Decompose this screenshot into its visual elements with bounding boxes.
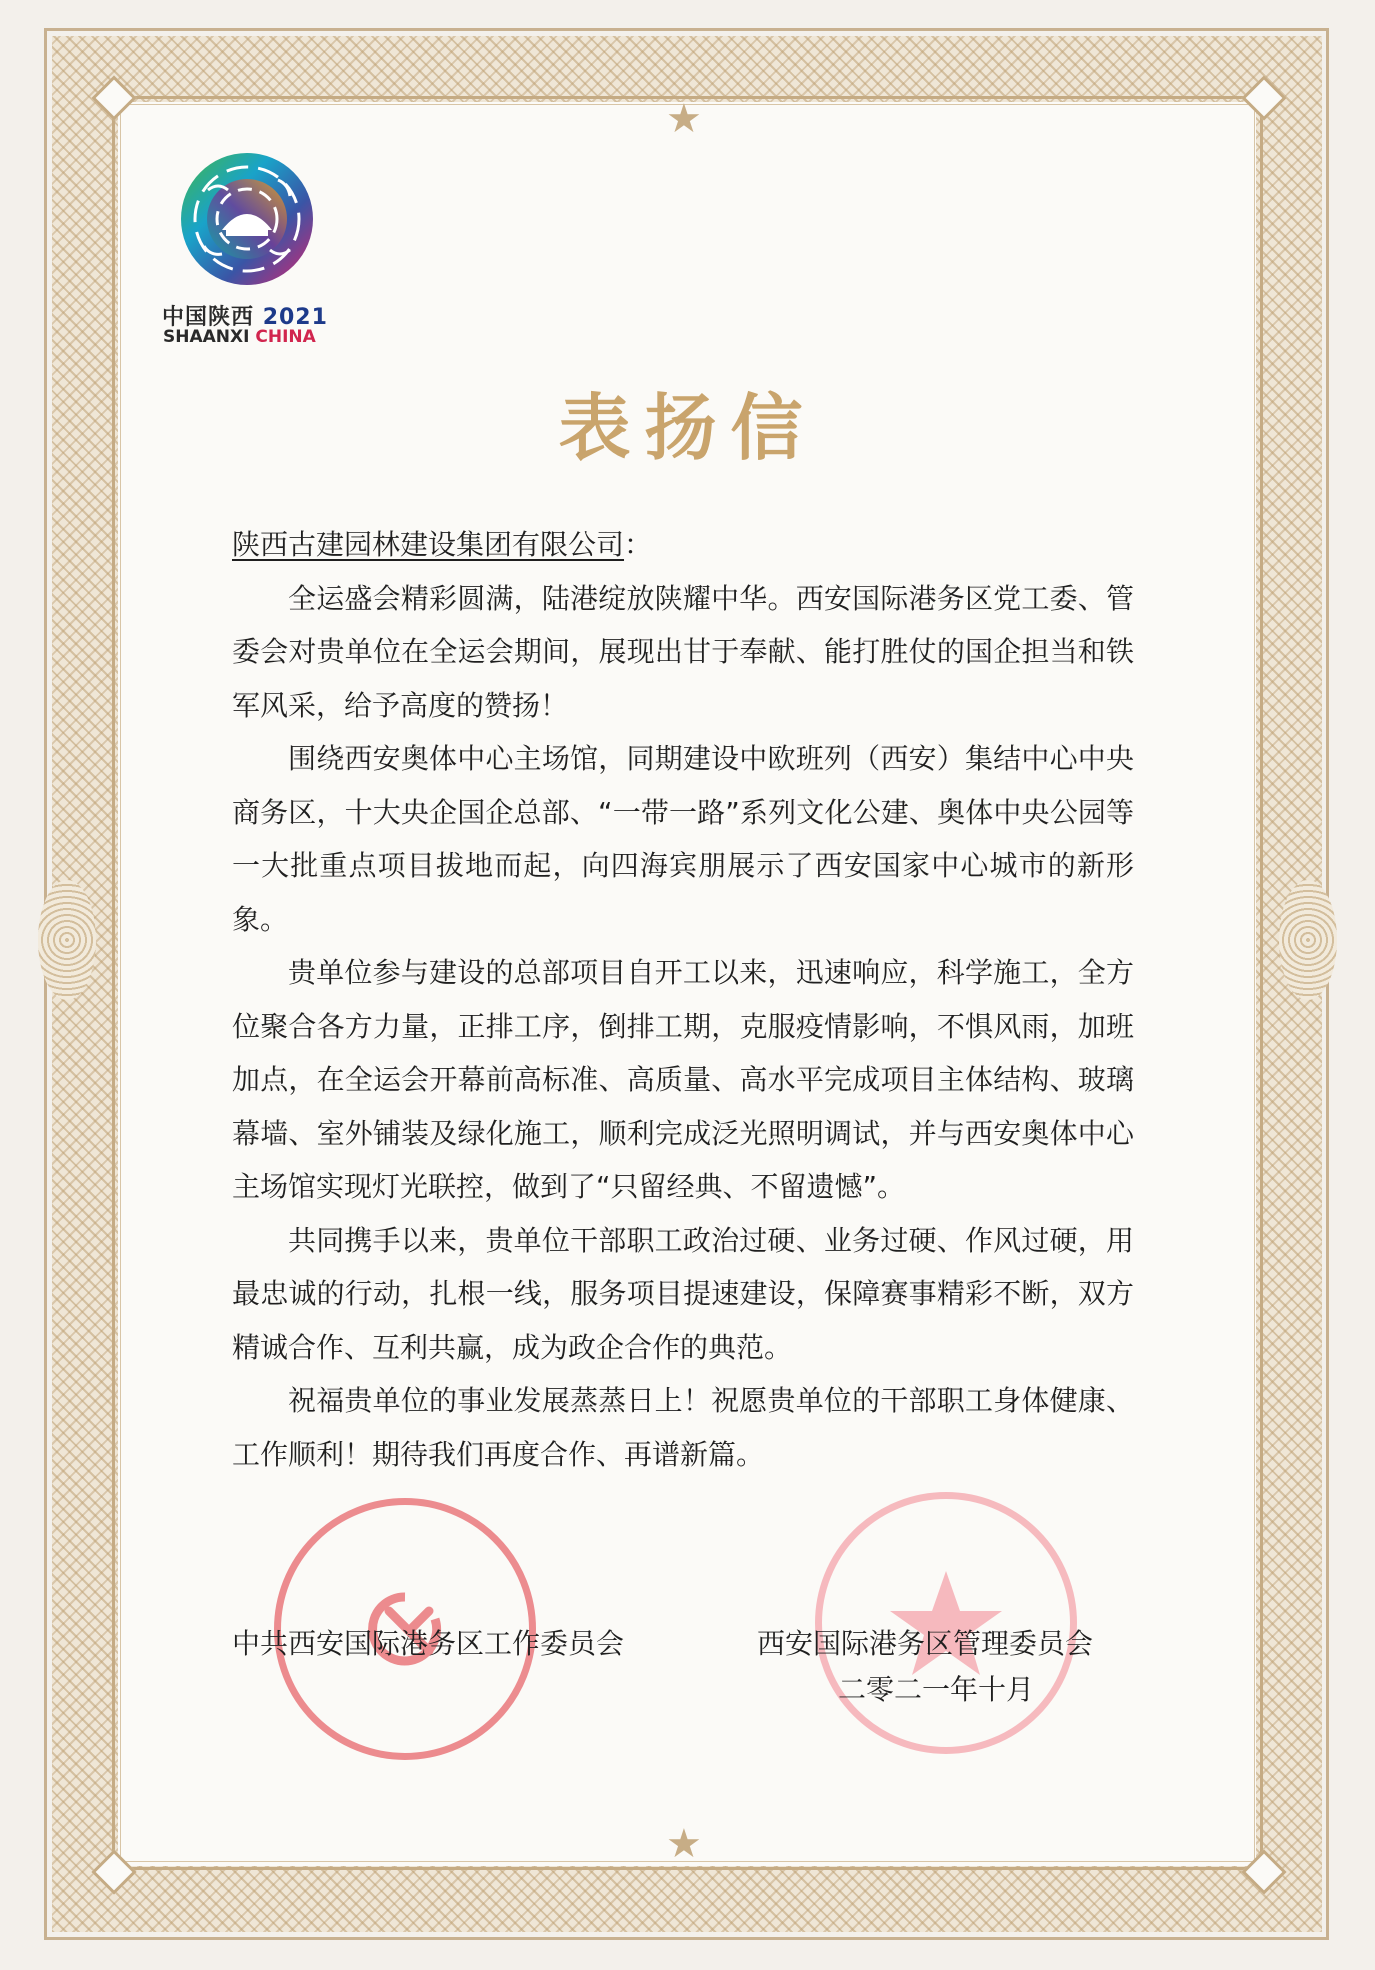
right-rosette-ornament <box>1279 880 1337 1000</box>
logo-cn-text: 中国陕西 2021 <box>162 305 328 330</box>
salutation: 陕西古建园林建设集团有限公司： <box>232 528 653 561</box>
logo-en-text: SHAANXI CHINA <box>163 327 316 347</box>
star-icon: ★ <box>666 1821 702 1867</box>
signatory-management-committee: 西安国际港务区管理委员会 <box>757 1627 1094 1660</box>
issue-date: 二零二一年十月 <box>838 1673 1035 1706</box>
paragraph: 全运盛会精彩圆满，陆港绽放陕耀中华。西安国际港务区党工委、管委会对贵单位在全运会期间，展现出甘于奉献、能打胜仗的国企担当和铁军风采，给予高度的赞扬！ <box>232 581 1134 722</box>
paragraph: 贵单位参与建设的总部项目自开工以来，迅速响应，科学施工，全方位聚合各方力量，正排工序，倒排工期，克服疫情影响，不惧风雨，加班加点，在全运会开幕前高标准、高质量、高水平完成项目主体结构、玻璃幕墙、室外铺装及绿化施工，顺利完成泛光照明调试，并与西安奥体中心主场馆实现灯光联控，做到了“只留经典、不留遗憾”。 <box>232 956 1134 1203</box>
signatory-party-committee: 中共西安国际港务区工作委员会 <box>232 1627 625 1660</box>
letter-body <box>232 518 1134 1481</box>
paragraph: 共同携手以来，贵单位干部职工政治过硬、业务过硬、作风过硬，用最忠诚的行动，扎根一线，服务项目提速建设，保障赛事精彩不断，双方精诚合作、互利共赢，成为政企合作的典范。 <box>232 1223 1134 1364</box>
star-icon: ★ <box>666 96 702 142</box>
logo-emblem-icon <box>178 150 316 288</box>
letter-title: 表扬信 <box>558 385 817 470</box>
games-logo <box>162 150 332 350</box>
recipient-company: 陕西古建园林建设集团有限公司 <box>232 528 625 561</box>
paragraph: 围绕西安奥体中心主场馆，同期建设中欧班列（西安）集结中心中央商务区，十大央企国企总部、“一带一路”系列文化公建、奥体中央公园等一大批重点项目拔地而起，向四海宾朋展示了西安国家中心城市的新形象。 <box>232 742 1134 936</box>
paragraph: 祝福贵单位的事业发展蒸蒸日上！祝愿贵单位的干部职工身体健康、工作顺利！期待我们再度合作、再谱新篇。 <box>232 1384 1134 1471</box>
left-rosette-ornament <box>38 880 96 1000</box>
